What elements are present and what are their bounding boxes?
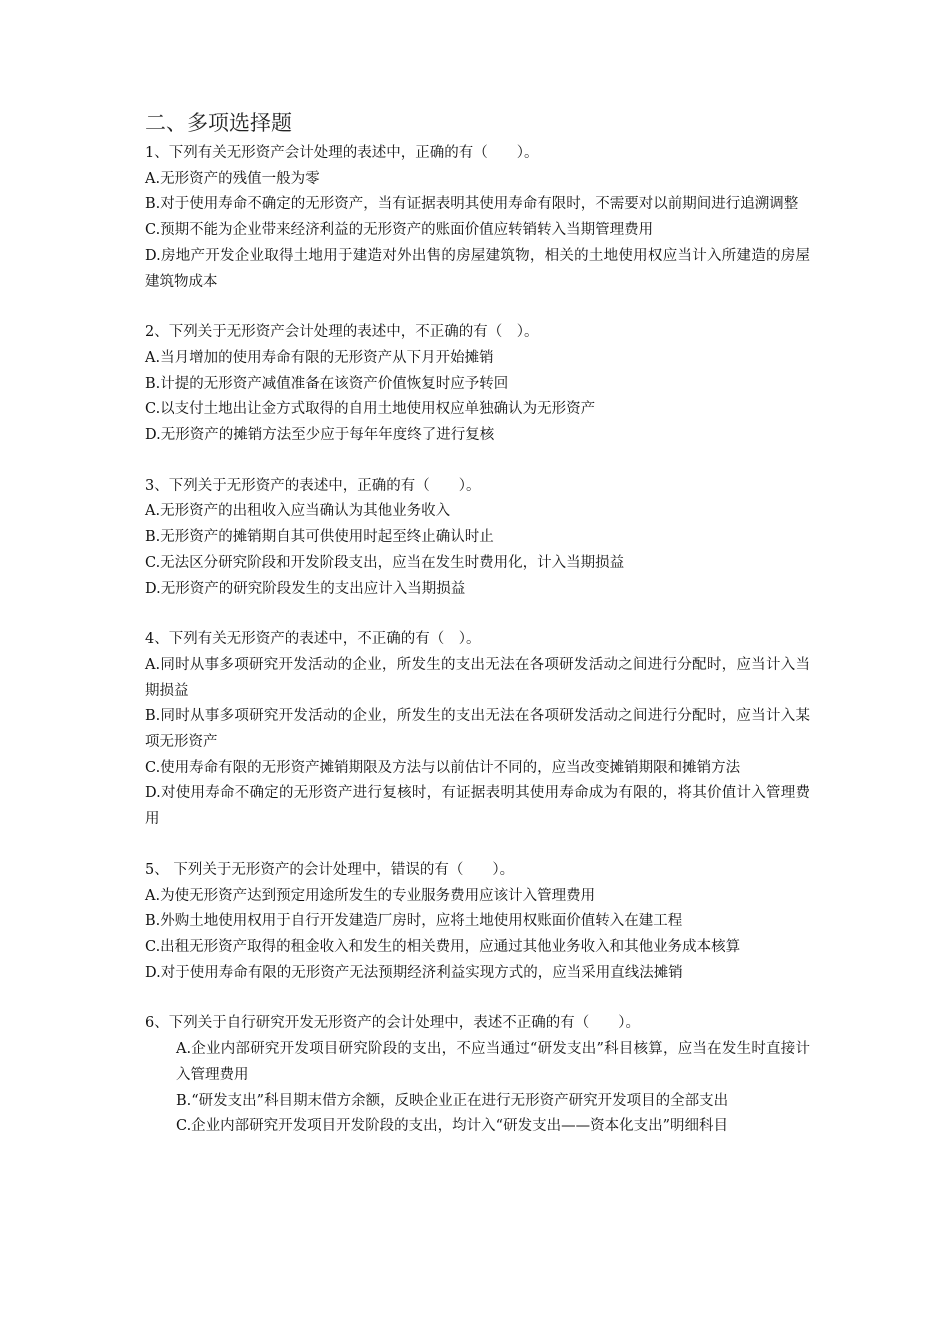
option-a: A.无形资产的出租收入应当确认为其他业务收入 xyxy=(145,503,451,520)
option-c: C.无法区分研究阶段和开发阶段支出，应当在发生时费用化，计入当期损益 xyxy=(145,554,625,571)
option-d: D.房地产开发企业取得土地用于建造对外出售的房屋建筑物，相关的土地使用权应当计入所建造的房屋建筑物成本 xyxy=(145,247,810,290)
option-a: A.同时从事多项研究开发活动的企业，所发生的支出无法在各项研发活动之间进行分配时，应当计入当期损益 xyxy=(145,656,810,699)
question-stem: 5、 下列关于无形资产的会计处理中，错误的有（ ）。 xyxy=(145,861,515,878)
option-c: C.以支付土地出让金方式取得的自用土地使用权应单独确认为无形资产 xyxy=(145,401,596,418)
option-d: D.对使用寿命不确定的无形资产进行复核时，有证据表明其使用寿命成为有限的，将其价值计入管理费用 xyxy=(145,785,810,828)
option-b: B.无形资产的摊销期自其可供使用时起至终止确认时止 xyxy=(145,529,494,546)
question-5 xyxy=(145,858,810,987)
option-c: C.企业内部研究开发项目开发阶段的支出，均计入“研发支出——资本化支出”明细科目 xyxy=(176,1118,729,1135)
option-b: B.对于使用寿命不确定的无形资产，当有证据表明其使用寿命有限时，不需要对以前期间进行追溯调整 xyxy=(145,196,799,213)
option-a: A.为使无形资产达到预定用途所发生的专业服务费用应该计入管理费用 xyxy=(145,887,596,904)
option-b: B.同时从事多项研究开发活动的企业，所发生的支出无法在各项研发活动之间进行分配时，应当计入某项无形资产 xyxy=(145,708,810,751)
option-a: A.无形资产的残值一般为零 xyxy=(145,170,320,187)
question-stem: 3、下列关于无形资产的表述中，正确的有（ ）。 xyxy=(145,477,481,494)
option-c: C.预期不能为企业带来经济利益的无形资产的账面价值应转销转入当期管理费用 xyxy=(145,222,654,239)
question-2 xyxy=(145,320,810,449)
option-b: B.计提的无形资产减值准备在该资产价值恢复时应予转回 xyxy=(145,375,509,392)
option-b: B.外购土地使用权用于自行开发建造厂房时，应将土地使用权账面价值转入在建工程 xyxy=(145,913,683,930)
option-a: A.企业内部研究开发项目研究阶段的支出，不应当通过“研发支出”科目核算，应当在发生时直接计入管理费用 xyxy=(176,1041,810,1083)
option-d: D.无形资产的研究阶段发生的支出应计入当期损益 xyxy=(145,580,466,597)
question-6 xyxy=(145,1011,810,1140)
question-3 xyxy=(145,474,810,603)
question-stem: 1、下列有关无形资产会计处理的表述中，正确的有（ ）。 xyxy=(145,145,539,161)
option-b: B.“研发支出”科目期末借方余额，反映企业正在进行无形资产研究开发项目的全部支出 xyxy=(176,1092,729,1109)
question-stem: 4、下列有关无形资产的表述中，不正确的有（ ）。 xyxy=(145,631,481,648)
question-4 xyxy=(145,627,810,833)
question-stem: 2、下列关于无形资产会计处理的表述中，不正确的有（ ）。 xyxy=(145,324,539,341)
question-1 xyxy=(145,141,810,295)
option-d: D.对于使用寿命有限的无形资产无法预期经济利益实现方式的，应当采用直线法摊销 xyxy=(145,964,683,981)
option-c: C.出租无形资产取得的租金收入和发生的相关费用，应通过其他业务收入和其他业务成本核算 xyxy=(145,938,741,955)
question-stem: 6、下列关于自行研究开发无形资产的会计处理中，表述不正确的有（ ）。 xyxy=(145,1015,640,1032)
option-d: D.无形资产的摊销方法至少应于每年年度终了进行复核 xyxy=(145,427,495,444)
question-list xyxy=(145,141,810,1165)
option-a: A.当月增加的使用寿命有限的无形资产从下月开始摊销 xyxy=(145,349,494,366)
option-c: C.使用寿命有限的无形资产摊销期限及方法与以前估计不同的，应当改变摊销期限和摊销方法 xyxy=(145,759,741,776)
section-title: 二、多项选择题 xyxy=(145,111,292,135)
